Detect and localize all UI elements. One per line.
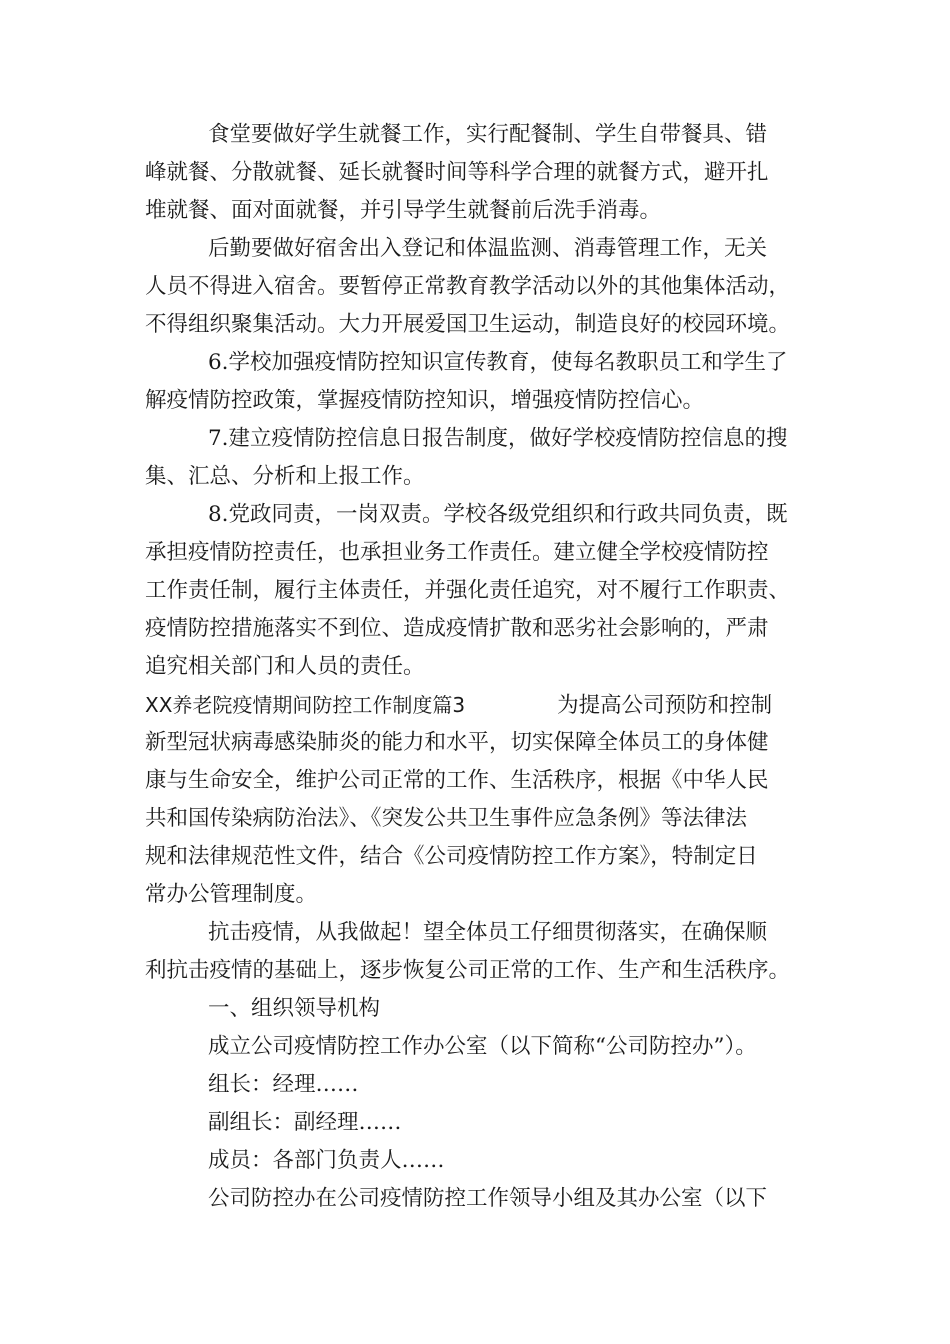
paragraph-line: 新型冠状病毒感染肺炎的能力和水平，切实保障全体员工的身体健 — [145, 730, 769, 755]
paragraph-line: 利抗击疫情的基础上，逐步恢复公司正常的工作、生产和生活秩序。 — [145, 958, 791, 983]
intro-first-part: 为提高公司预防和控制 — [557, 693, 773, 718]
paragraph-line: 人员不得进入宿舍。要暂停正常教育教学活动以外的其他集体活动， — [145, 274, 791, 299]
paragraph-line: 8.党政同责，一岗双责。学校各级党组织和行政共同负责，既 — [208, 502, 788, 527]
paragraph-line: 追究相关部门和人员的责任。 — [145, 654, 425, 679]
paragraph-line: 不得组织聚集活动。大力开展爱国卫生运动，制造良好的校园环境。 — [145, 312, 791, 337]
paragraph-line: 承担疫情防控责任，也承担业务工作责任。建立健全学校疫情防控 — [145, 540, 769, 565]
members-line: 成员：各部门负责人…… — [208, 1148, 445, 1173]
section-title-line — [145, 690, 772, 720]
paragraph-line: 后勤要做好宿舍出入登记和体温监测、消毒管理工作，无关 — [208, 236, 768, 261]
paragraph-line: 常办公管理制度。 — [145, 882, 318, 907]
paragraph-line: 7.建立疫情防控信息日报告制度，做好学校疫情防控信息的搜 — [208, 426, 788, 451]
paragraph-line: 公司防控办在公司疫情防控工作领导小组及其办公室（以下 — [208, 1186, 768, 1211]
paragraph-line: 6.学校加强疫情防控知识宣传教育，使每名教职员工和学生了 — [208, 350, 788, 375]
paragraph-line: 疫情防控措施落实不到位、造成疫情扩散和恶劣社会影响的，严肃 — [145, 616, 769, 641]
leader-line: 组长：经理…… — [208, 1072, 359, 1097]
office-line: 成立公司疫情防控工作办公室（以下简称“公司防控办”）。 — [208, 1034, 757, 1059]
paragraph-line: 食堂要做好学生就餐工作，实行配餐制、学生自带餐具、错 — [208, 122, 768, 147]
paragraph-line: 堆就餐、面对面就餐，并引导学生就餐前后洗手消毒。 — [145, 198, 662, 223]
paragraph-line: 共和国传染病防治法》、《突发公共卫生事件应急条例》等法律法 — [145, 806, 748, 831]
paragraph-line: 抗击疫情，从我做起！望全体员工仔细贯彻落实，在确保顺 — [208, 920, 768, 945]
paragraph-line: 解疫情防控政策，掌握疫情防控知识，增强疫情防控信心。 — [145, 388, 705, 413]
paragraph-line: 康与生命安全，维护公司正常的工作、生活秩序，根据《中华人民 — [145, 768, 769, 793]
heading-organization: 一、组织领导机构 — [208, 996, 381, 1021]
deputy-line: 副组长：副经理…… — [208, 1110, 402, 1135]
paragraph-line: 工作责任制，履行主体责任，并强化责任追究，对不履行工作职责、 — [145, 578, 791, 603]
section-title: XX养老院疫情期间防控工作制度篇3 — [145, 693, 466, 717]
paragraph-line: 集、汇总、分析和上报工作。 — [145, 464, 425, 489]
paragraph-line: 峰就餐、分散就餐、延长就餐时间等科学合理的就餐方式，避开扎 — [145, 160, 769, 185]
paragraph-line: 规和法律规范性文件，结合《公司疫情防控工作方案》，特制定日 — [145, 844, 758, 869]
